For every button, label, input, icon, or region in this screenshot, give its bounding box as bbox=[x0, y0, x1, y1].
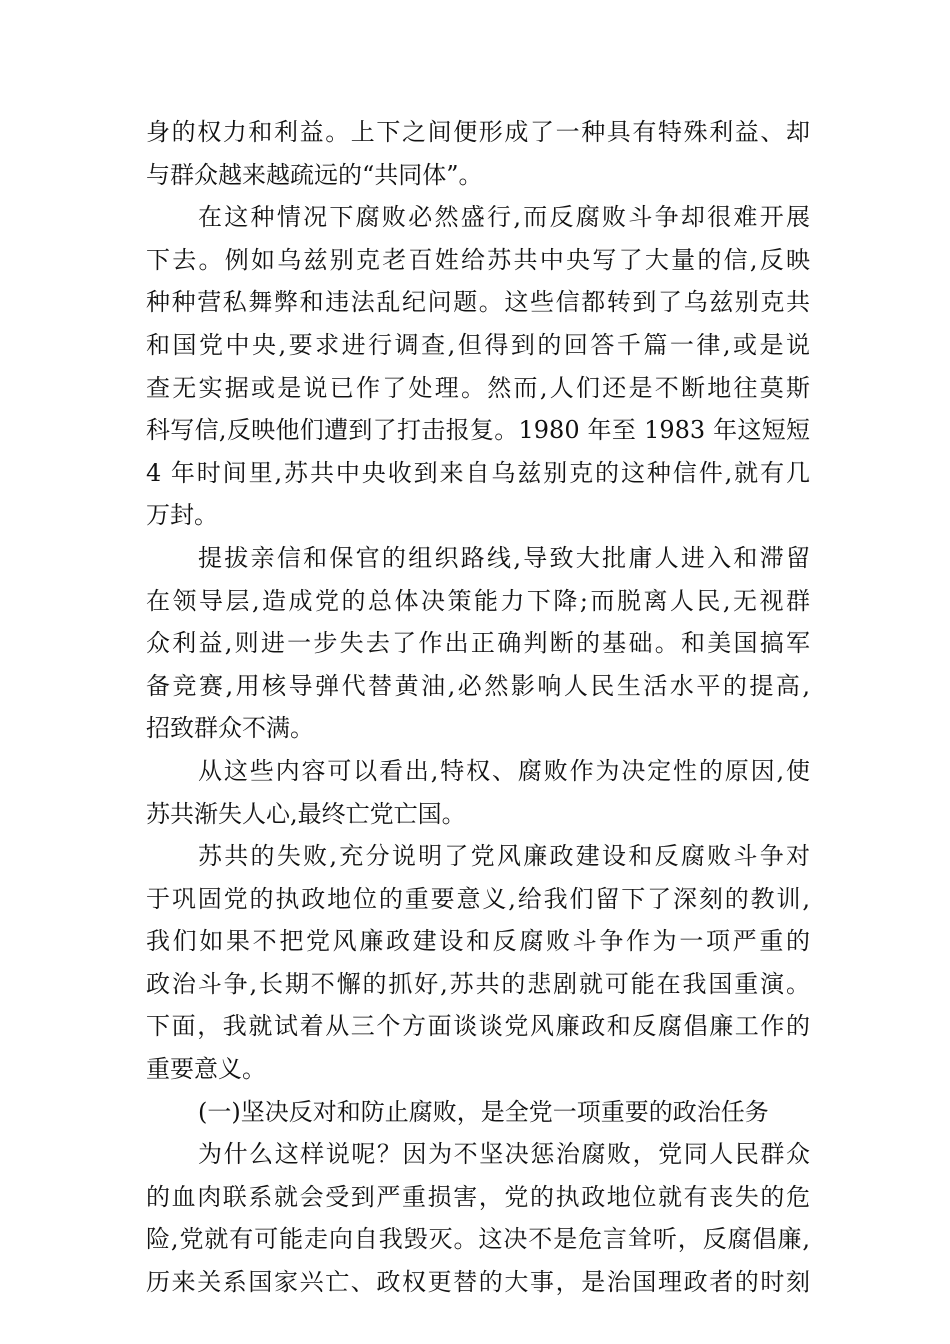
text-line: 为什么这样说呢？因为不坚决惩治腐败，党同人民群众 bbox=[198, 1140, 810, 1169]
text-line: 下面，我就试着从三个方面谈谈党风廉政和反腐倡廉工作的 bbox=[146, 1012, 810, 1041]
text-line: 招致群众不满。 bbox=[146, 714, 314, 743]
paragraph-promotion bbox=[146, 537, 810, 750]
text-line: 历来关系国家兴亡、政权更替的大事，是治国理政者的时刻 bbox=[146, 1268, 810, 1297]
paragraph-why bbox=[146, 1133, 810, 1303]
text-line: 于巩固党的执政地位的重要意义,给我们留下了深刻的教训, bbox=[146, 884, 810, 913]
paragraph-continuation bbox=[146, 111, 810, 196]
text-line: 在领导层,造成党的总体决策能力下降;而脱离人民,无视群 bbox=[146, 586, 810, 615]
text-line: 查无实据或是说已作了处理。然而,人们还是不断地往莫斯 bbox=[146, 373, 810, 402]
paragraph-corruption bbox=[146, 196, 810, 537]
text-line: 4 年时间里,苏共中央收到来自乌兹别克的这种信件,就有几 bbox=[146, 458, 810, 487]
text-line: 科写信,反映他们遭到了打击报复。1980 年至 1983 年这短短 bbox=[146, 416, 810, 445]
text-line: 险,党就有可能走向自我毁灭。这决不是危言耸听，反腐倡廉, bbox=[146, 1225, 810, 1254]
paragraph-conclusion bbox=[146, 750, 810, 835]
section-heading bbox=[146, 1091, 810, 1134]
text-line: 提拔亲信和保官的组织路线,导致大批庸人进入和滞留 bbox=[198, 543, 810, 572]
text-line: 万封。 bbox=[146, 501, 218, 530]
text-line: 身的权力和利益。上下之间便形成了一种具有特殊利益、却 bbox=[146, 118, 810, 146]
text-line: 众利益,则进一步失去了作出正确判断的基础。和美国搞军 bbox=[146, 629, 810, 658]
document-body bbox=[146, 111, 810, 1304]
text-line: 下去。例如乌兹别克老百姓给苏共中央写了大量的信,反映 bbox=[146, 245, 810, 274]
text-line: 在这种情况下腐败必然盛行,而反腐败斗争却很难开展 bbox=[198, 203, 810, 232]
text-line: 从这些内容可以看出,特权、腐败作为决定性的原因,使 bbox=[198, 756, 810, 785]
text-line: (一)坚决反对和防止腐败，是全党一项重要的政治任务 bbox=[198, 1097, 769, 1126]
text-line: 与群众越来越疏远的“共同体”。 bbox=[146, 160, 483, 189]
text-line: 种种营私舞弊和违法乱纪问题。这些信都转到了乌兹别克共 bbox=[146, 288, 810, 317]
text-line: 重要意义。 bbox=[146, 1055, 266, 1084]
paragraph-lesson bbox=[146, 835, 810, 1091]
text-line: 的血肉联系就会受到严重损害，党的执政地位就有丧失的危 bbox=[146, 1182, 810, 1211]
text-line: 苏共渐失人心,最终亡党亡国。 bbox=[146, 799, 466, 828]
text-line: 和国党中央,要求进行调查,但得到的回答千篇一律,或是说 bbox=[146, 330, 810, 359]
text-line: 备竞赛,用核导弹代替黄油,必然影响人民生活水平的提高, bbox=[146, 671, 810, 700]
text-line: 政治斗争,长期不懈的抓好,苏共的悲剧就可能在我国重演。 bbox=[146, 969, 810, 998]
text-line: 我们如果不把党风廉政建设和反腐败斗争作为一项严重的 bbox=[146, 927, 810, 956]
text-line: 苏共的失败,充分说明了党风廉政建设和反腐败斗争对 bbox=[198, 842, 810, 871]
